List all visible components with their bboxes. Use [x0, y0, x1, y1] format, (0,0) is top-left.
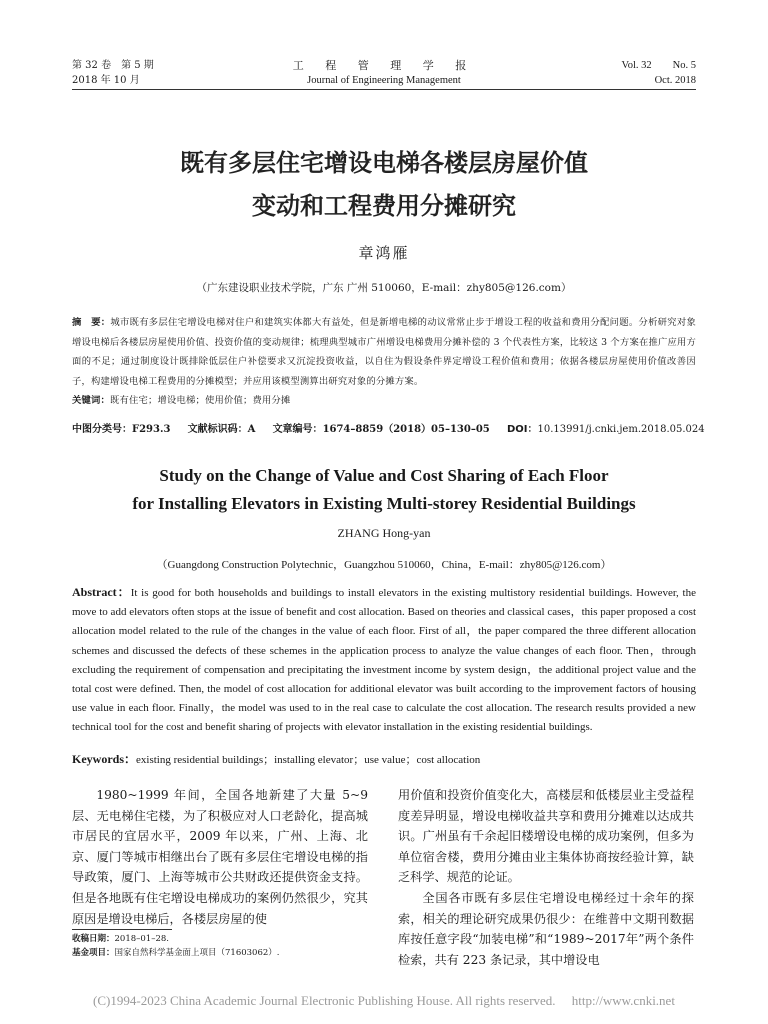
- author-cn: 章鸿雁: [358, 244, 410, 262]
- title-en-line2: for Installing Elevators in Existing Multi-storey Residential Buildings: [132, 494, 636, 513]
- clc: 中图分类号：F293.3: [72, 424, 171, 435]
- journal-name-cn: 工 程 管 理 学 报: [292, 59, 476, 72]
- keywords-cn-label: 关键词：: [72, 395, 110, 406]
- title-cn-line2: 变动和工程费用分摊研究: [252, 192, 516, 220]
- affiliation-en: （Guangdong Construction Polytechnic，Guangzhou 510060，China，E-mail：zhy805@126.com）: [156, 559, 612, 571]
- journal-name-en: Journal of Engineering Management: [307, 75, 461, 86]
- volume-en: Vol. 32 No. 5: [621, 60, 696, 71]
- header-right: [622, 58, 696, 88]
- copyright-footer: (C)1994-2023 China Academic Journal Electronic Publishing House. All rights reserved. http://www.cnki.net: [93, 993, 675, 1008]
- body-column-left: [72, 785, 368, 929]
- doi: DOI：10.13991/j.cnki.jem.2018.05.024: [506, 424, 705, 435]
- body-paragraph: 用价值和投资价值变化大，高楼层和低楼层业主受益程度差异明显，增设电梯收益共享和费用分摊难以达成共识。广州虽有千余起旧楼增设电梯的成功案例，但多为单位宿舍楼，费用分摊由业主集体协商按经验计算，缺乏科学、规范的论证。: [398, 788, 694, 885]
- date-cn: 2018 年 10 月: [72, 75, 140, 86]
- footnote-fund: 基金项目：国家自然科学基金面上项目（71603062）.: [72, 948, 280, 958]
- doc-code: 文献标识码：A: [187, 424, 256, 435]
- affiliation-cn: （广东建设职业技术学院，广东 广州 510060，E-mail：zhy805@126.com）: [196, 282, 572, 294]
- abstract-cn: [72, 313, 696, 411]
- footnote-received: 收稿日期：2018–01–28.: [72, 934, 169, 944]
- abstract-en-label: Abstract：: [72, 585, 131, 599]
- author-en: ZHANG Hong-yan: [337, 526, 431, 540]
- article-meta: [72, 422, 705, 437]
- keywords-cn: [72, 391, 696, 411]
- abstract-cn-label: 摘 要：: [72, 317, 111, 328]
- keywords-en-label: Keywords：: [72, 752, 136, 766]
- header-rule: [72, 89, 696, 90]
- abstract-cn-text: 城市既有多层住宅增设电梯对住户和建筑实体都大有益处，但是新增电梯的动议常常止步于增设工程的收益和费用分配问题。分析研究对象增设电梯后各楼层房屋使用价值、投资价值的变动规律；梳理典型城市广州增设电梯费用分摊补偿的 3 个代表性方案，比较这 3 个方案在推广应用方面的不足；通过制度设计既排除低层住户补偿要求又沉淀投资收益，以自住为假设条件界定增设工程价值和费用；依据各楼层房屋使用价值改善因子，构建增设电梯工程费用的分摊模型；并应用该模型测算出研究对象的分摊方案。: [72, 317, 696, 387]
- keywords-en: [72, 750, 696, 769]
- title-en: [72, 462, 696, 518]
- footnote-rule: [72, 929, 172, 930]
- body-paragraph: 1980~1999 年间，全国各地新建了大量 5~9 层、无电梯住宅楼，为了积极应对人口老龄化，提高城市居民的宜居水平，2009 年以来，广州、上海、北京、厦门等城市相继出台了既有多层住宅增设电梯的指导政策，厦门、上海等城市公共财政还提供资金支持。但是各地既有住宅增设电梯成功的案例仍然很少，究其原因是增设电梯后，各楼层房屋的使: [72, 788, 368, 926]
- title-cn-line1: 既有多层住宅增设电梯各楼层房屋价值: [180, 149, 588, 177]
- body-column-right: [398, 785, 694, 970]
- keywords-en-text: existing residential buildings；installing elevator；use value；cost allocation: [136, 754, 481, 766]
- header-center: [72, 58, 696, 88]
- abstract-en: [72, 583, 696, 738]
- title-en-line1: Study on the Change of Value and Cost Sharing of Each Floor: [159, 466, 609, 485]
- issue-cn: 第 32 卷 第 5 期: [72, 60, 154, 71]
- running-header: [72, 58, 696, 90]
- article-number: 文章编号：1674–8859（2018）05–130–05: [272, 424, 490, 435]
- abstract-en-text: It is good for both households and buildings to install elevators in the existing multistory residential buildings. However, the move to add elevators often stops at the issue of benefit and cost allocation. Based on theories and classical cases，this paper proposed a cost allocation model related to the rule of the changes in the value of each floor. First of all，the paper compared the three different allocation schemes and discussed the defects of these schemes in the application process to analyze the value changes of each floor. Then，through excluding the requirement of compensation and precipitating the investment income by system design，the additional project value and the total cost were defined. Then, the model of cost allocation for additional elevator was built according to the improvement factors of housing use value in each floor. Finally，the model was used to in the real case to calculate the cost allocation. The research results provided a new technical tool for the cost and benefit sharing of projects with elevator installation in the existing residential buildings.: [72, 587, 697, 734]
- body-paragraph: 全国各市既有多层住宅增设电梯经过十余年的探索，相关的理论研究成果仍很少：在维普中文期刊数据库按任意字段“加装电梯”和“1989~2017年”两个条件检索，共有 223 条记录，其中增设电: [398, 890, 694, 967]
- title-cn: [72, 142, 696, 228]
- keywords-cn-text: 既有住宅；增设电梯；使用价值；费用分摊: [110, 395, 291, 406]
- date-en: Oct. 2018: [654, 75, 696, 86]
